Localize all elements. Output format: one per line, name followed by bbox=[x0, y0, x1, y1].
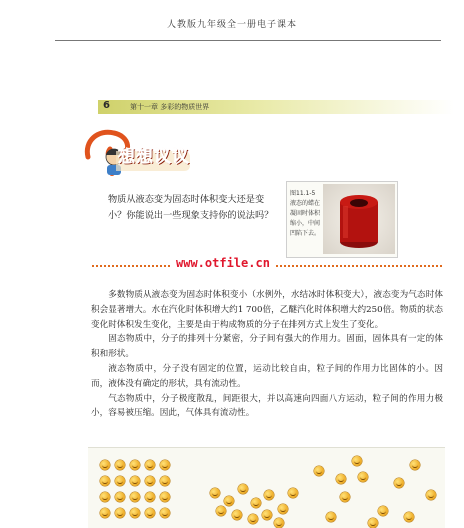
solid-molecule bbox=[130, 460, 140, 470]
gas-molecule bbox=[404, 512, 414, 522]
paragraph: 多数物质从液态变为固态时体积变小（水例外，水结冰时体积变大），液态变为气态时体积会显著增大。水在汽化时体积增大约1 700倍，乙醚汽化时体积增大约250倍。物质的状态变化时体积发生变化，主要是由于构成物质的分子在排列方式上发生了变化。 bbox=[91, 290, 443, 330]
gas-molecule bbox=[426, 490, 436, 500]
section-title: 想想议议 bbox=[118, 147, 190, 167]
gas-molecule bbox=[358, 472, 368, 482]
gas-molecule bbox=[326, 512, 336, 522]
body-text bbox=[91, 288, 443, 421]
paragraph: 液态物质中，分子没有固定的位置，运动比较自由，粒子间的作用力比固体的小。因而，液体没有确定的形状，具有流动性。 bbox=[91, 363, 443, 389]
header-rule bbox=[55, 40, 441, 41]
chapter-title: 第十一章 多彩的物质世界 bbox=[130, 103, 210, 111]
liquid-molecule bbox=[232, 510, 242, 520]
gas-molecule bbox=[394, 478, 404, 488]
solid-molecule bbox=[145, 476, 155, 486]
solid-molecule bbox=[160, 460, 170, 470]
gas-molecule bbox=[352, 456, 362, 466]
header-title: 人教版九年级全一册电子课本 bbox=[166, 20, 297, 30]
paragraph: 固态物质中，分子的排列十分紧密，分子间有强大的作用力。固面，固体具有一定的体积和形状。 bbox=[91, 334, 443, 360]
solid-molecule bbox=[115, 476, 125, 486]
solid-molecule bbox=[130, 508, 140, 518]
liquid-molecule bbox=[224, 496, 234, 506]
solid-molecule bbox=[115, 492, 125, 502]
solid-molecule bbox=[160, 492, 170, 502]
solid-molecule bbox=[160, 508, 170, 518]
solid-molecule bbox=[145, 508, 155, 518]
solid-molecule bbox=[100, 460, 110, 470]
solid-molecule bbox=[115, 460, 125, 470]
liquid-molecule bbox=[288, 488, 298, 498]
liquid-molecule bbox=[216, 506, 226, 516]
page-number: 6 bbox=[103, 100, 110, 111]
gas-molecule bbox=[314, 466, 324, 476]
solid-molecule bbox=[130, 476, 140, 486]
wax-cup-image bbox=[323, 184, 395, 254]
figure-box bbox=[286, 181, 398, 258]
solid-molecule bbox=[160, 476, 170, 486]
solid-molecule bbox=[100, 476, 110, 486]
liquid-molecule bbox=[238, 484, 248, 494]
solid-molecule bbox=[115, 508, 125, 518]
liquid-molecule bbox=[264, 490, 274, 500]
liquid-molecule bbox=[248, 514, 258, 524]
solid-molecule bbox=[100, 492, 110, 502]
liquid-molecule bbox=[262, 510, 272, 520]
solid-molecule bbox=[100, 508, 110, 518]
liquid-molecule bbox=[278, 504, 288, 514]
gas-molecule bbox=[378, 506, 388, 516]
liquid-molecule bbox=[274, 518, 284, 528]
liquid-molecule bbox=[251, 498, 261, 508]
question-text: 物质从液态变为固态时体积变大还是变小？你能说出一些现象支持你的说法吗？ bbox=[108, 194, 274, 221]
gas-molecule bbox=[410, 460, 420, 470]
solid-molecule bbox=[145, 492, 155, 502]
liquid-molecule bbox=[210, 488, 220, 498]
molecule-illustration bbox=[88, 447, 445, 528]
watermark: www.otfile.cn bbox=[170, 256, 276, 270]
paragraph: 气态物质中，分子极度散乱，间距很大，并以高速向四面八方运动，粒子间的作用力极小，容易被压缩。因此，气体具有流动性。 bbox=[91, 393, 443, 419]
figure-photo bbox=[323, 184, 395, 254]
gas-molecule bbox=[368, 518, 378, 528]
solid-molecule bbox=[130, 492, 140, 502]
gas-molecule bbox=[340, 492, 350, 502]
gas-molecule bbox=[336, 474, 346, 484]
figure-caption: 图11.1-5 液态的蜡在凝固时体积缩小，中间凹陷下去。 bbox=[290, 190, 321, 237]
solid-molecule bbox=[145, 460, 155, 470]
